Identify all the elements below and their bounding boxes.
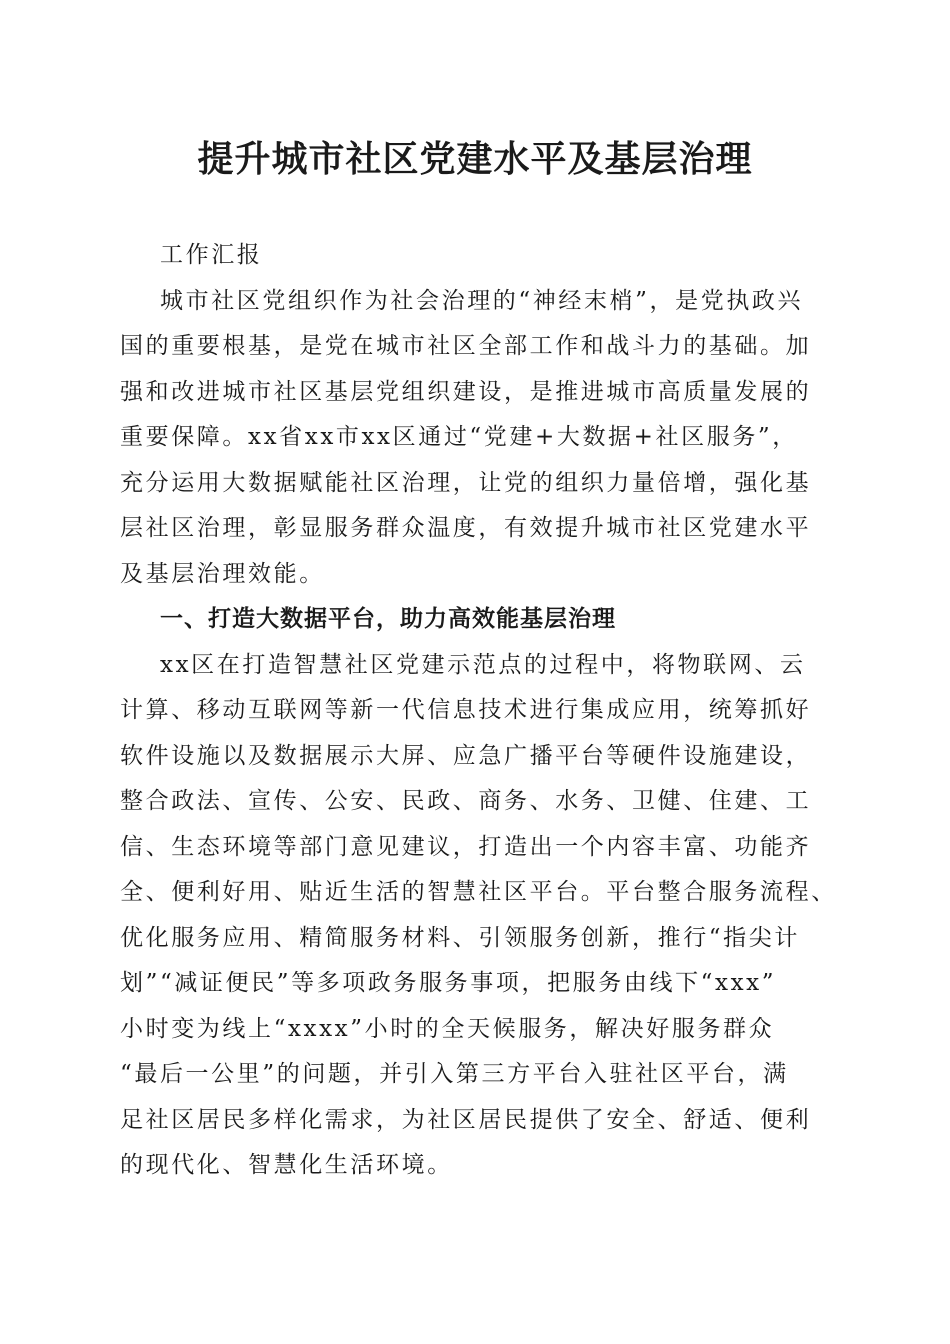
paragraph-line: 城市社区党组织作为社会治理的“神经末梢”，是党执政兴 <box>160 287 804 314</box>
paragraph-line: 的现代化、智慧化生活环境。 <box>120 1152 453 1178</box>
subtitle-line: 工作汇报 <box>160 242 263 268</box>
paragraph-line: 重要保障。xx省xx市xx区通过“党建+大数据+社区服务”， <box>120 424 798 450</box>
paragraph-line: xx区在打造智慧社区党建示范点的过程中，将物联网、云 <box>160 651 806 678</box>
paragraph-line: 计算、移动互联网等新一代信息技术进行集成应用，统筹抓好 <box>120 697 812 723</box>
paragraph-1 <box>120 279 835 598</box>
paragraph-line: 充分运用大数据赋能社区治理，让党的组织力量倍增，强化基 <box>120 469 812 496</box>
paragraph-line: 强和改进城市社区基层党组织建设，是推进城市高质量发展的 <box>120 378 812 405</box>
section-1-heading: 一、打造大数据平台，助力高效能基层治理 <box>160 606 616 632</box>
paragraph-line: 全、便利好用、贴近生活的智慧社区平台。平台整合服务流程、 <box>120 879 837 905</box>
document-title: 提升城市社区党建水平及基层治理 <box>197 138 753 180</box>
paragraph-2 <box>120 643 835 1189</box>
paragraph-line: 小时变为线上“xxxx”小时的全天候服务，解决好服务群众 <box>120 1015 775 1042</box>
paragraph-line: 优化服务应用、精简服务材料、引领服务创新，推行“指尖计 <box>120 924 800 951</box>
paragraph-line: 软件设施以及数据展示大屏、应急广播平台等硬件设施建设， <box>120 742 812 769</box>
paragraph-line: 层社区治理，彰显服务群众温度，有效提升城市社区党建水平 <box>120 515 812 541</box>
paragraph-line: “最后一公里”的问题，并引入第三方平台入驻社区平台，满 <box>120 1061 789 1087</box>
paragraph-line: 整合政法、宣传、公安、民政、商务、水务、卫健、住建、工 <box>120 788 812 814</box>
paragraph-line: 及基层治理效能。 <box>120 560 325 587</box>
paragraph-line: 足社区居民多样化需求，为社区居民提供了安全、舒适、便利 <box>120 1106 812 1133</box>
paragraph-line: 国的重要根基，是党在城市社区全部工作和战斗力的基础。加 <box>120 333 812 359</box>
document-body <box>120 233 835 1189</box>
paragraph-line: 信、生态环境等部门意见建议，打造出一个内容丰富、功能齐 <box>120 833 812 860</box>
paragraph-line: 划”“减证便民”等多项政务服务事项，把服务由线下“xxx” <box>120 970 777 996</box>
